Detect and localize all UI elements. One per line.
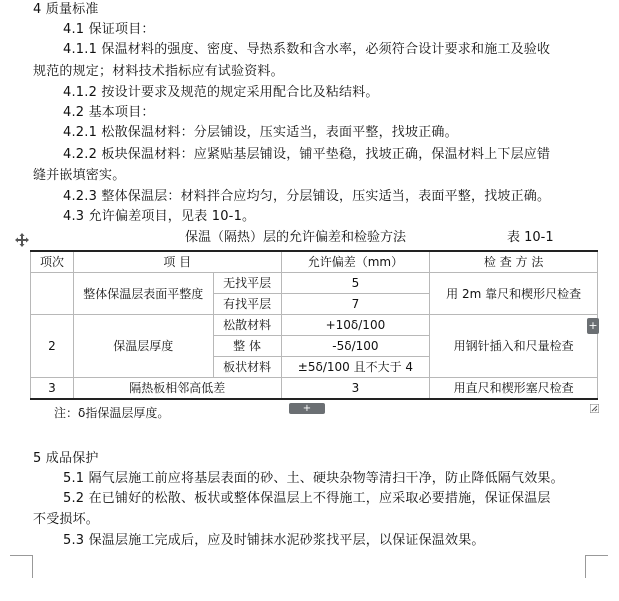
- cell-method: 用 2m 靠尺和楔形尺检查: [430, 273, 598, 315]
- cell-tolerance: -5δ/100: [281, 336, 430, 357]
- table-row: [31, 315, 598, 336]
- para-5-3: 5.3 保温层施工完成后，应及时铺抹水泥砂浆找平层，以保证保温效果。: [63, 533, 485, 548]
- cell-no: [31, 273, 74, 315]
- cell-subitem: 无找平层: [213, 273, 281, 294]
- header-method: 检 查 方 法: [430, 251, 598, 273]
- add-column-button[interactable]: +: [588, 319, 598, 332]
- cell-tolerance: +10δ/100: [281, 315, 430, 336]
- para-4-1-2: 4.1.2 按设计要求及规范的规定采用配合比及粘结料。: [63, 85, 379, 100]
- cell-subitem: 有找平层: [213, 294, 281, 315]
- para-5-2-cont: 不受损坏。: [33, 512, 100, 527]
- add-row-button[interactable]: +: [289, 403, 325, 414]
- table-title: 保温（隔热）层的允许偏差和检验方法: [185, 230, 407, 245]
- para-4-3: 4.3 允许偏差项目，见表 10-1。: [63, 209, 256, 224]
- table-resize-handle-icon[interactable]: [590, 404, 599, 413]
- para-4-1-heading: 4.1 保证项目：: [63, 22, 155, 37]
- table-number: 表 10-1: [507, 230, 554, 245]
- cell-no: 3: [31, 378, 74, 400]
- table-row: [31, 273, 598, 294]
- para-4-2-1: 4.2.1 松散保温材料：分层铺设，压实适当，表面平整，找坡正确。: [63, 125, 458, 140]
- header-tolerance: 允许偏差（mm）: [281, 251, 430, 273]
- para-4-1-1: 4.1.1 保温材料的强度、密度、导热系数和含水率，必须符合设计要求和施工及验收: [63, 42, 551, 57]
- header-no: 项次: [31, 251, 74, 273]
- table-note: 注：δ指保温层厚度。: [54, 406, 170, 420]
- cell-no: 2: [31, 315, 74, 378]
- cell-tolerance: 7: [281, 294, 430, 315]
- para-4-1-1-cont: 规范的规定；材料技术指标应有试验资料。: [33, 64, 284, 79]
- page-corner-mark-right: [585, 555, 608, 578]
- cell-item: 隔热板相邻高低差: [73, 378, 281, 400]
- cell-item: 保温层厚度: [73, 315, 213, 378]
- cell-method: 用钢针插入和尺量检查: [430, 315, 598, 378]
- cell-tolerance: 5: [281, 273, 430, 294]
- para-5-2: 5.2 在已铺好的松散、板状或整体保温层上不得施工，应采取必要措施，保证保温层: [63, 491, 551, 506]
- para-4-2-2-cont: 缝并嵌填密实。: [33, 168, 126, 183]
- cell-tolerance: 3: [281, 378, 430, 400]
- para-4-2-heading: 4.2 基本项目：: [63, 105, 155, 120]
- table-row: [31, 378, 598, 400]
- para-5-1: 5.1 隔气层施工前应将基层表面的砂、土、硬块杂物等清扫干净，防止降低隔气效果。: [63, 471, 564, 486]
- cell-method: 用直尺和楔形塞尺检查: [430, 378, 598, 400]
- cell-subitem: 板状材料: [213, 357, 281, 378]
- header-item: 项 目: [73, 251, 281, 273]
- section-4-heading: 4 质量标准: [33, 2, 99, 17]
- table-header-row: [31, 251, 598, 273]
- cell-subitem: 松散材料: [213, 315, 281, 336]
- section-5-heading: 5 成品保护: [33, 451, 99, 466]
- cell-item: 整体保温层表面平整度: [73, 273, 213, 315]
- para-4-2-3: 4.2.3 整体保温层：材料拌合应均匀，分层铺设，压实适当，表面平整，找坡正确。: [63, 189, 551, 204]
- table-move-handle-icon[interactable]: [15, 233, 29, 247]
- cell-subitem: 整 体: [213, 336, 281, 357]
- page-corner-mark-left: [10, 555, 33, 578]
- para-4-2-2: 4.2.2 板块保温材料：应紧贴基层铺设，铺平垫稳，找坡正确，保温材料上下层应错: [63, 147, 551, 162]
- tolerance-table[interactable]: [30, 250, 598, 400]
- cell-tolerance: ±5δ/100 且不大于 4: [281, 357, 430, 378]
